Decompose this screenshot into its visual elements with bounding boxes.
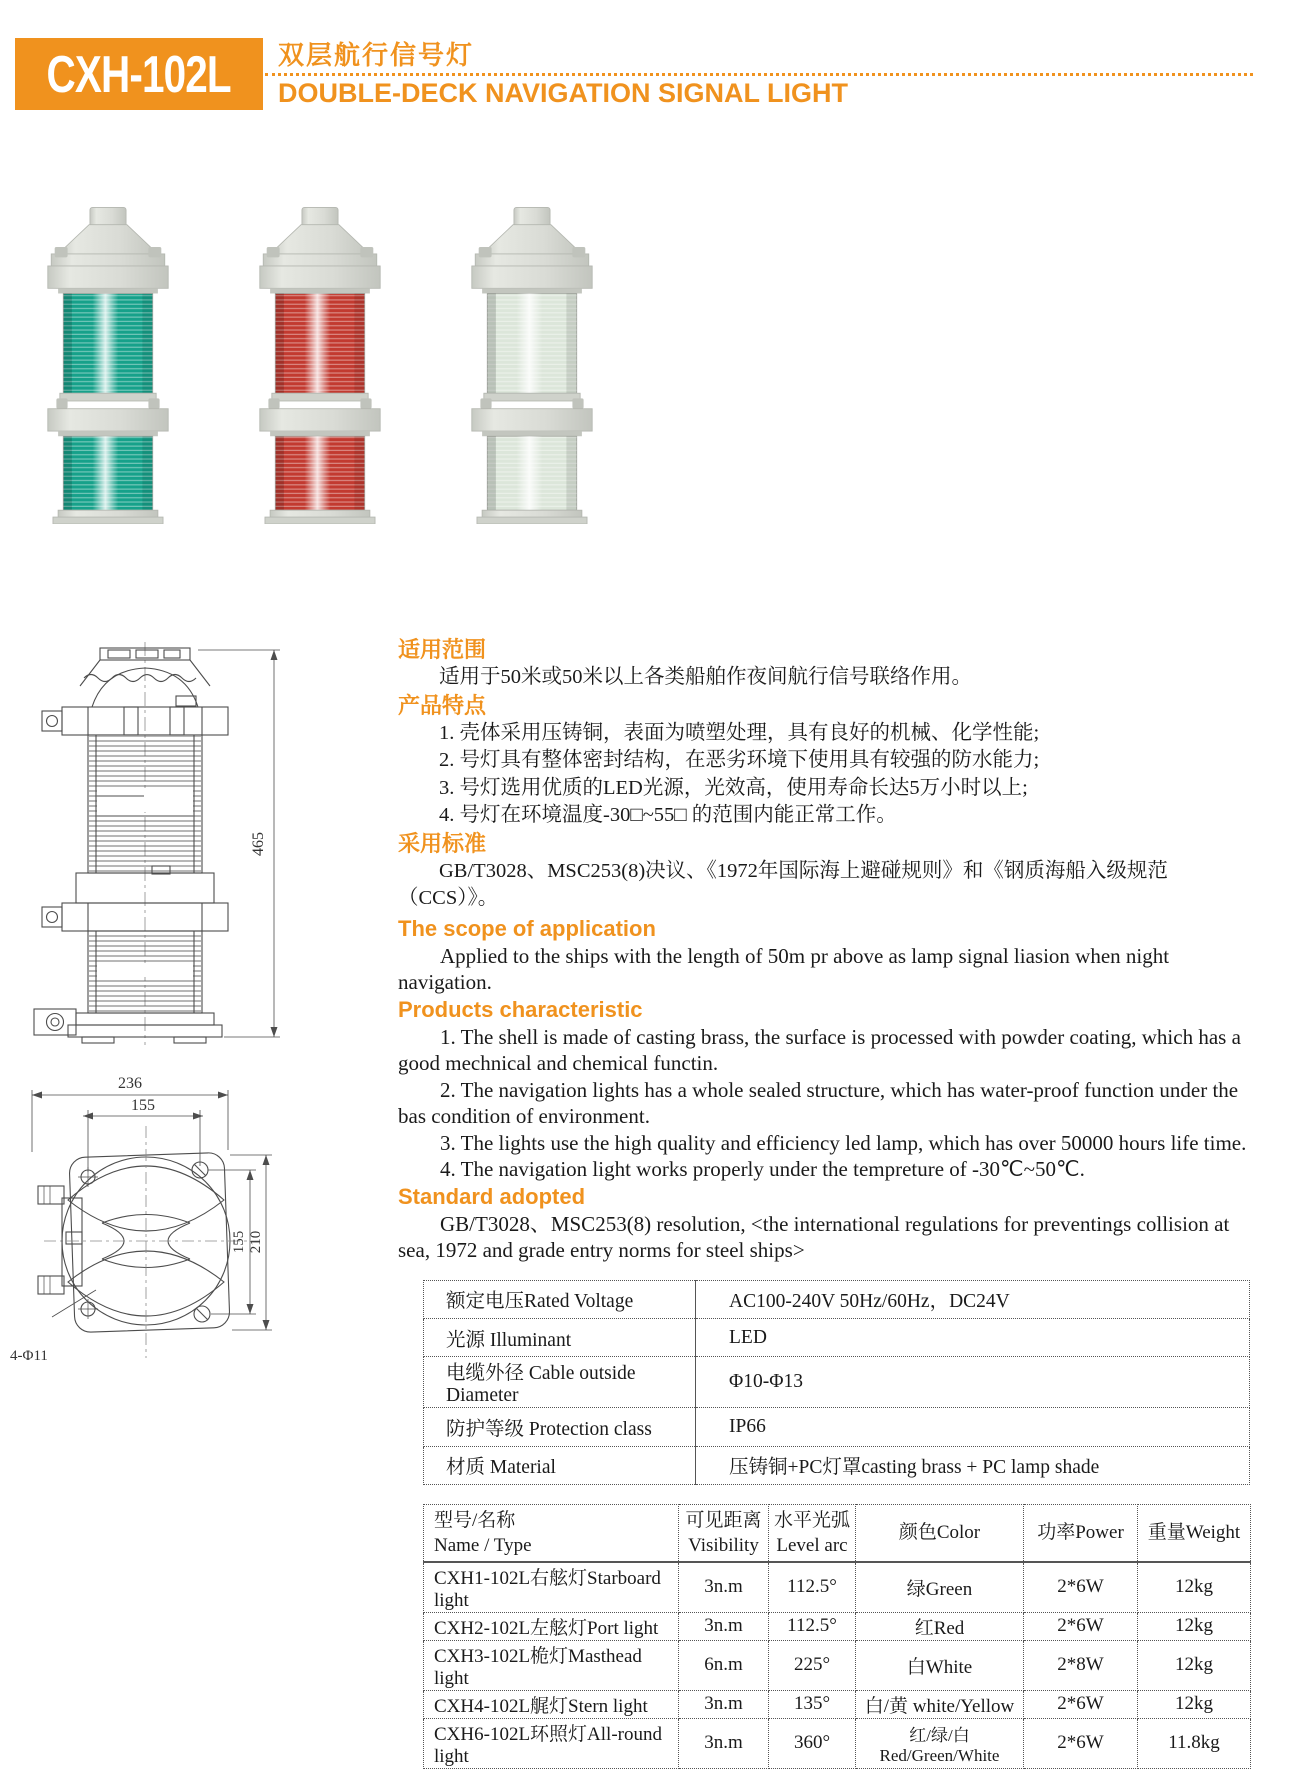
col-header-vis-zh: 可见距离: [685, 1509, 762, 1531]
spec-row: [424, 1446, 1250, 1484]
col-header-arc-zh: 水平光弧: [773, 1509, 850, 1531]
model-power: 2*8W: [1024, 1640, 1138, 1690]
feature-item-zh: 2. 号灯具有整体密封结构，在恶劣环境下使用具有较强的防水能力;: [439, 749, 1040, 771]
spec-row: [424, 1408, 1250, 1446]
spec-value: IP66: [696, 1408, 1250, 1446]
product-photos: [22, 183, 618, 545]
dim-overall-height: 465: [250, 832, 267, 856]
model-level-arc: 135°: [769, 1690, 856, 1718]
spec-value: LED: [696, 1318, 1250, 1356]
model-visibility: 3n.m: [679, 1562, 769, 1613]
spec-table: [423, 1280, 1250, 1486]
spec-label: 额定电压Rated Voltage: [424, 1280, 696, 1318]
col-header-visibility: [679, 1505, 769, 1562]
model-row-stern: [424, 1690, 1251, 1718]
page-title-zh: 双层航行信号灯: [278, 40, 475, 70]
page-header: [278, 40, 1253, 109]
section-body-scope-zh: 适用于50米或50米以上各类船舶作夜间航行信号联络作用。: [439, 666, 972, 688]
spec-row: [424, 1280, 1250, 1318]
section-heading-standard-en: Standard adopted: [398, 1183, 586, 1209]
product-photo-green-light: [22, 183, 194, 545]
section-body-standard-en: GB/T3028、MSC253(8) resolution, <the international regulations for preventings collision at sea, 1972 and grade entry norms for steel ships>: [398, 1211, 1230, 1262]
spec-label: 防护等级 Protection class: [424, 1408, 696, 1446]
model-color: 红Red: [856, 1612, 1024, 1640]
col-header-name-zh: 型号/名称: [434, 1509, 516, 1531]
spec-value: AC100-240V 50Hz/60Hz，DC24V: [696, 1280, 1250, 1318]
feature-item-zh: 1. 壳体采用压铸铜，表面为喷塑处理，具有良好的机械、化学性能;: [439, 721, 1040, 744]
col-header-power: 功率Power: [1024, 1505, 1138, 1562]
feature-item-en: 4. The navigation light works properly under the tempreture of -30℃~50℃.: [440, 1157, 1085, 1181]
col-header-vis-en: Visibility: [688, 1534, 759, 1556]
section-heading-standard-zh: 采用标准: [398, 830, 487, 856]
model-power: 2*6W: [1024, 1562, 1138, 1613]
col-header-level-arc: [769, 1505, 856, 1562]
feature-item-zh: 3. 号灯选用优质的LED光源，光效高，使用寿命长达5万小时以上;: [439, 776, 1028, 799]
model-weight: 12kg: [1138, 1612, 1251, 1640]
section-body-scope-en: Applied to the ships with the length of 50m pr above as lamp signal liasion when night navigation.: [398, 943, 1170, 994]
model-row-masthead: [424, 1640, 1251, 1690]
col-header-weight: 重量Weight: [1138, 1505, 1251, 1562]
section-heading-features-en: Products characteristic: [398, 996, 643, 1022]
model-visibility: 6n.m: [679, 1640, 769, 1690]
feature-item-en: 3. The lights use the high quality and efficiency led lamp, which has over 50000 hours life time.: [440, 1130, 1247, 1155]
model-row-starboard: [424, 1562, 1251, 1613]
section-body-standard-zh: GB/T3028、MSC253(8)决议、《1972年国际海上避碰规则》和《钢质海船入级规范（CCS）》。: [398, 859, 1168, 909]
model-row-all-round: [424, 1718, 1251, 1768]
col-header-name-en: Name / Type: [434, 1534, 532, 1556]
section-heading-scope-en: The scope of application: [398, 915, 656, 941]
model-name: CXH2-102L左舷灯Port light: [424, 1612, 679, 1640]
spec-value: 压铸铜+PC灯罩casting brass + PC lamp shade: [696, 1446, 1250, 1484]
model-row-port: [424, 1612, 1251, 1640]
model-visibility: 3n.m: [679, 1718, 769, 1768]
dim-overall-width: 236: [118, 1075, 142, 1092]
product-photo-red-light: [234, 183, 406, 545]
model-power: 2*6W: [1024, 1690, 1138, 1718]
spec-row: [424, 1357, 1250, 1408]
model-color: 绿Green: [856, 1562, 1024, 1613]
model-color: 红/绿/白 Red/Green/White: [856, 1718, 1024, 1768]
section-heading-features-zh: 产品特点: [398, 692, 487, 718]
model-level-arc: 112.5°: [769, 1612, 856, 1640]
model-name: CXH6-102L环照灯All-round light: [424, 1718, 679, 1768]
col-header-name: [424, 1505, 679, 1562]
dim-holes-label: 4-Φ11: [10, 1348, 48, 1364]
spec-label: 光源 Illuminant: [424, 1318, 696, 1356]
page-title-en: DOUBLE-DECK NAVIGATION SIGNAL LIGHT: [278, 78, 848, 108]
model-power: 2*6W: [1024, 1612, 1138, 1640]
feature-item-en: 2. The navigation lights has a whole sealed structure, which has water-proof function under the bas condition of environment.: [398, 1077, 1239, 1128]
dim-overall-depth: 210: [248, 1230, 264, 1254]
model-visibility: 3n.m: [679, 1690, 769, 1718]
model-level-arc: 360°: [769, 1718, 856, 1768]
dotted-divider: [265, 73, 1253, 76]
model-level-arc: 112.5°: [769, 1562, 856, 1613]
model-weight: 12kg: [1138, 1640, 1251, 1690]
side-view-drawing: [18, 640, 308, 1050]
model-table: [423, 1504, 1251, 1769]
model-name: CXH4-102L艉灯Stern light: [424, 1690, 679, 1718]
dim-bolt-spacing-y: 155: [231, 1230, 247, 1254]
model-name: CXH1-102L右舷灯Starboard light: [424, 1562, 679, 1613]
spec-label: 电缆外径 Cable outside Diameter: [424, 1357, 696, 1408]
model-badge: [15, 38, 263, 110]
col-header-color: 颜色Color: [856, 1505, 1024, 1562]
feature-item-zh: 4. 号灯在环境温度-30□~55□ 的范围内能正常工作。: [439, 804, 897, 826]
content-column: [398, 636, 1254, 1769]
dim-bolt-spacing-x: 155: [131, 1097, 155, 1114]
product-photo-white-light: [446, 183, 618, 545]
section-heading-scope-zh: 适用范围: [398, 637, 487, 662]
model-color: 白/黄 white/Yellow: [856, 1690, 1024, 1718]
model-number: CXH-102L: [46, 44, 232, 104]
top-view-drawing: [8, 1060, 308, 1380]
model-color: 白White: [856, 1640, 1024, 1690]
feature-item-en: 1. The shell is made of casting brass, the surface is processed with powder coating, which has a good mechnical and chemical functin.: [398, 1024, 1241, 1075]
col-header-arc-en: Level arc: [776, 1534, 848, 1556]
model-name: CXH3-102L桅灯Masthead light: [424, 1640, 679, 1690]
spec-label: 材质 Material: [424, 1446, 696, 1484]
model-weight: 12kg: [1138, 1562, 1251, 1613]
model-power: 2*6W: [1024, 1718, 1138, 1768]
spec-value: Φ10-Φ13: [696, 1357, 1250, 1408]
model-weight: 11.8kg: [1138, 1718, 1251, 1768]
model-level-arc: 225°: [769, 1640, 856, 1690]
model-weight: 12kg: [1138, 1690, 1251, 1718]
spec-row: [424, 1318, 1250, 1356]
model-table-header-row: [424, 1505, 1251, 1562]
model-visibility: 3n.m: [679, 1612, 769, 1640]
